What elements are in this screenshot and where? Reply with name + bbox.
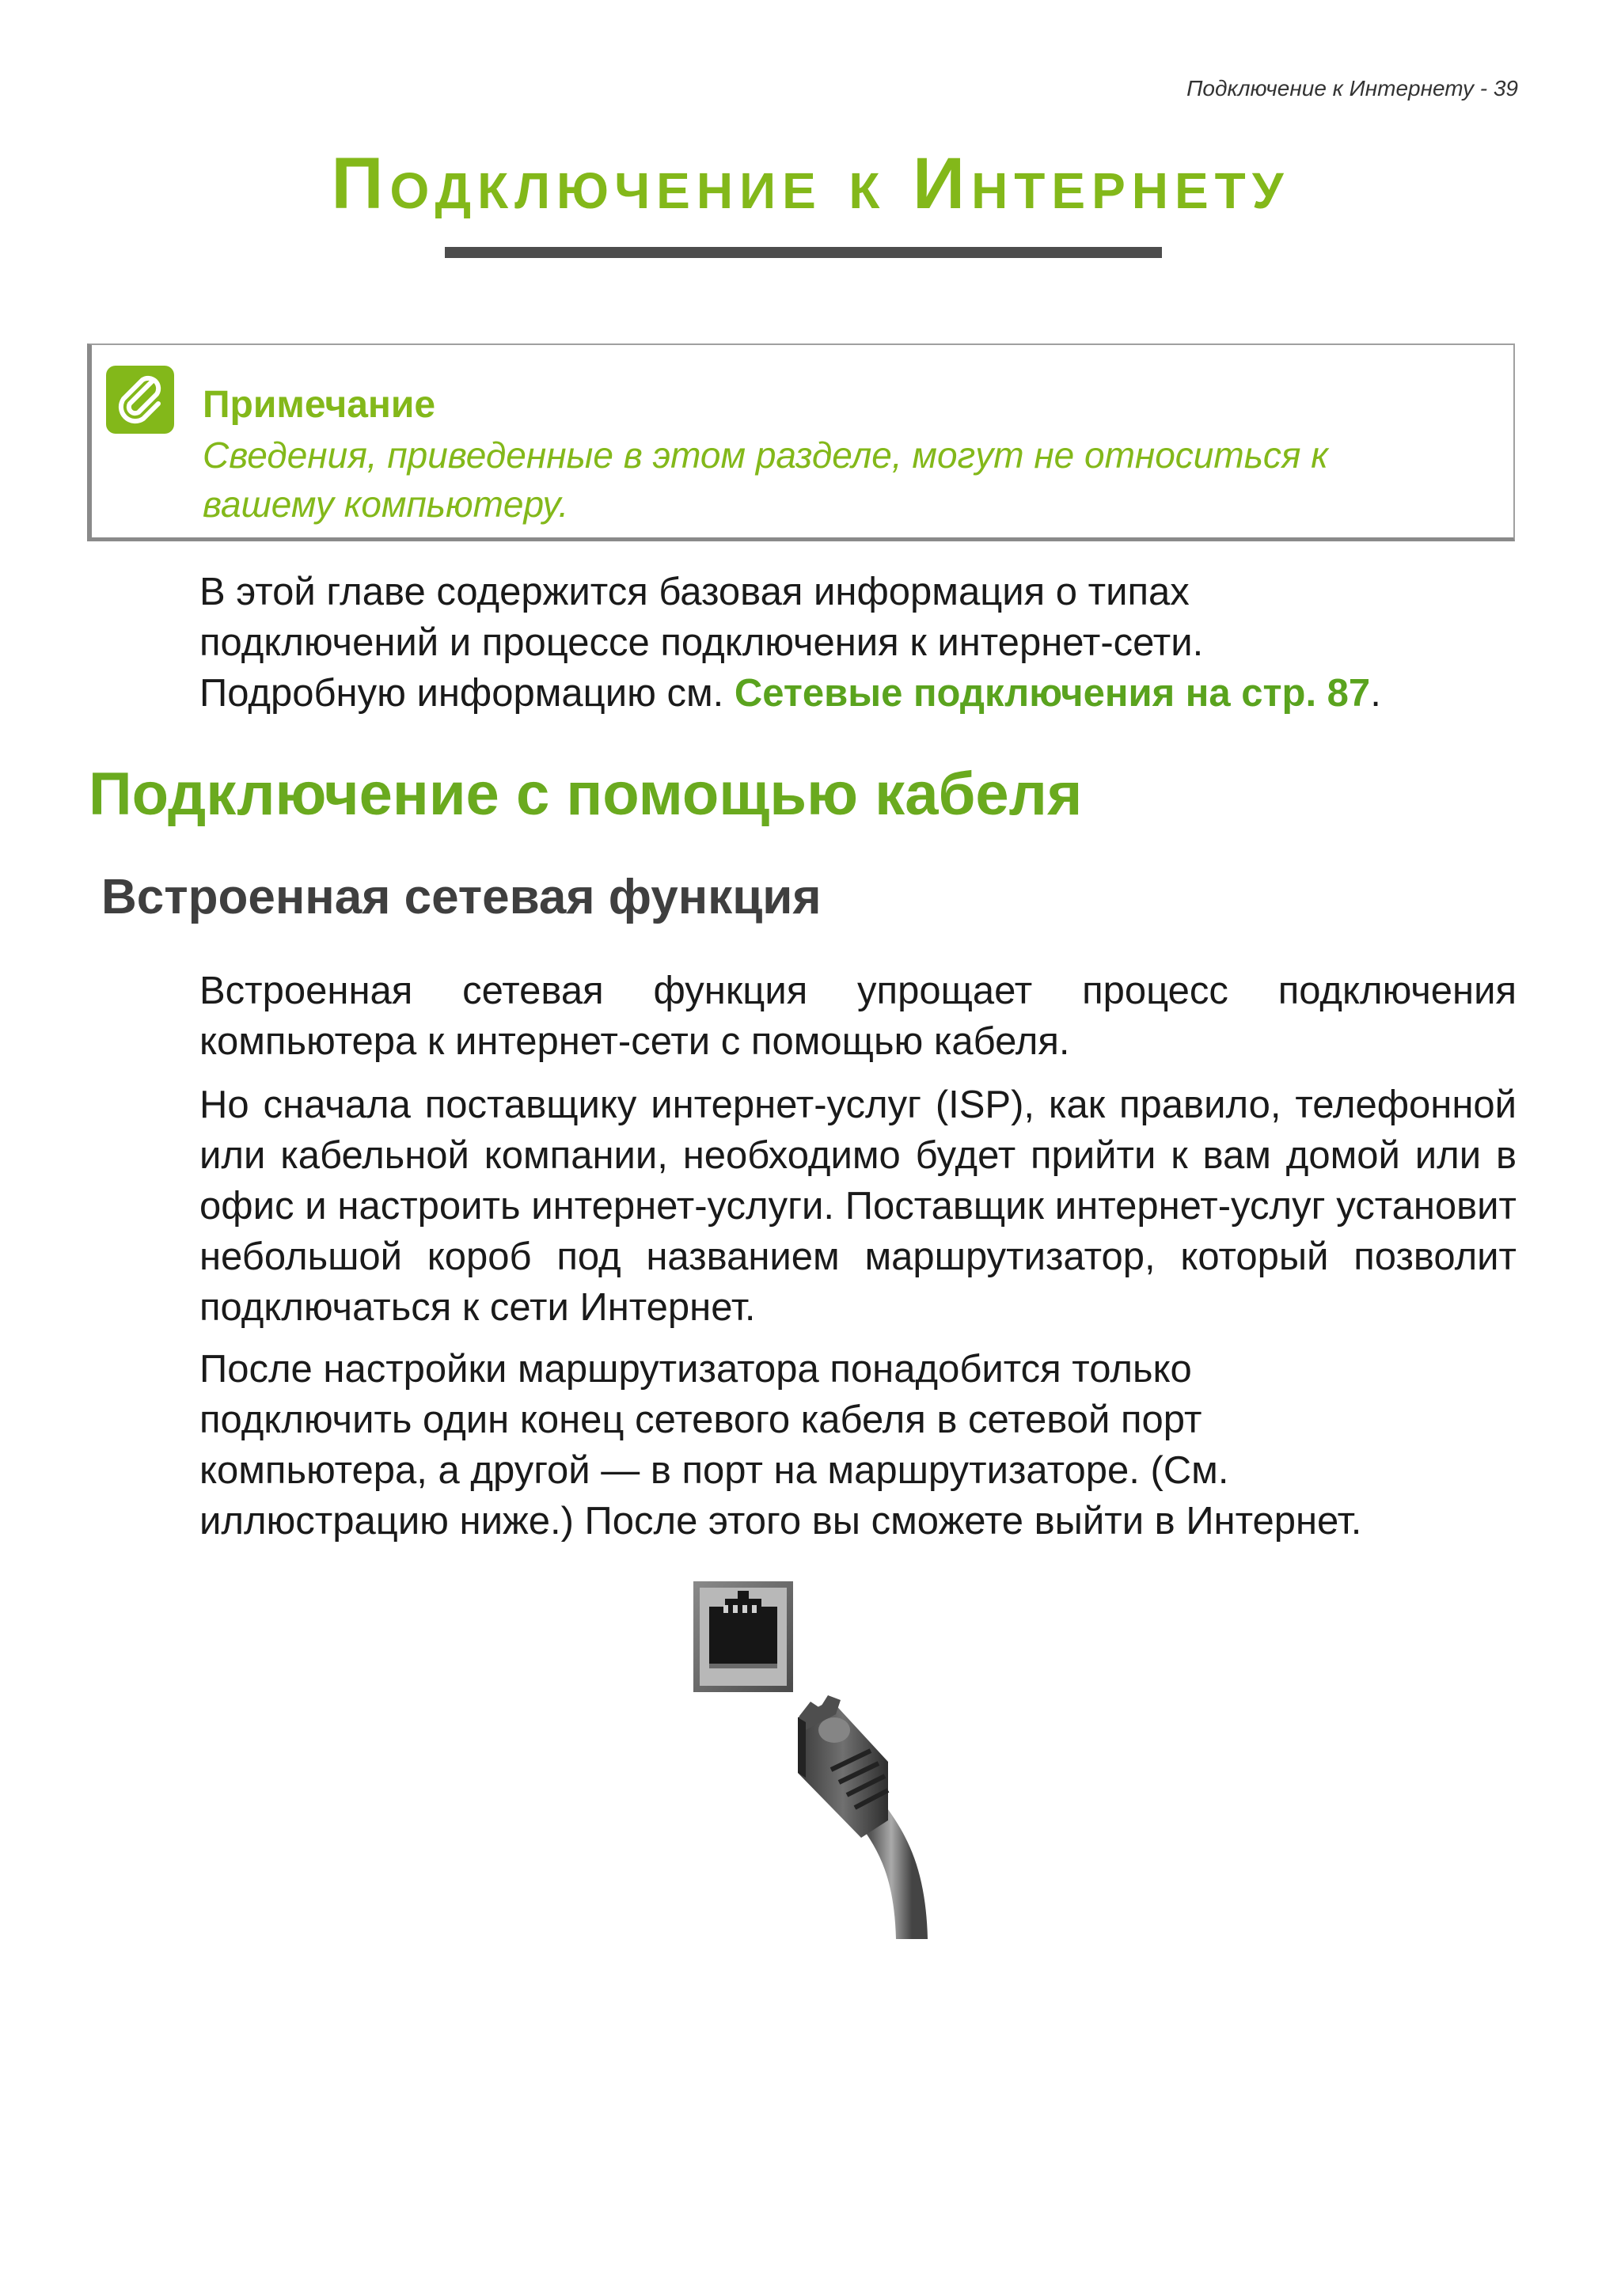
body-paragraph-1: Встроенная сетевая функция упрощает процесс подключения компьютера к интернет-сети с помощью кабеля. bbox=[199, 970, 1517, 1063]
ethernet-port-icon bbox=[693, 1581, 793, 1692]
body-paragraph-3-line: После настройки маршрутизатора понадобится только bbox=[199, 1348, 1192, 1391]
note-title: Примечание bbox=[203, 384, 436, 426]
note-text bbox=[203, 431, 1485, 529]
body-paragraph-3 bbox=[199, 1344, 1517, 1546]
intro-line: подключений и процессе подключения к интернет-сети. bbox=[199, 621, 1204, 664]
section-subheading: Встроенная сетевая функция bbox=[101, 870, 822, 924]
note-box bbox=[87, 343, 1515, 541]
body-paragraph-3-line: подключить один конец сетевого кабеля в сетевой порт bbox=[199, 1398, 1202, 1441]
body-paragraph-3-line: компьютера, а другой — в порт на маршрутизаторе. (См. bbox=[199, 1449, 1229, 1492]
body-paragraph-2: Но сначала поставщику интернет-услуг (ISP), как правило, телефонной или кабельной компании, необходимо будет прийти к вам домой или в офис и настроить интернет-услуги. Поставщик интернет-услуг установит небольшой короб под названием маршрутизатор, который позволит подключаться к сети Интернет. bbox=[199, 1083, 1517, 1329]
body-paragraph-3-line: иллюстрацию ниже.) После этого вы сможете выйти в Интернет. bbox=[199, 1500, 1362, 1543]
intro-line: В этой главе содержится базовая информация о типах bbox=[199, 571, 1190, 613]
intro-paragraph bbox=[199, 567, 1517, 719]
intro-line bbox=[199, 668, 1517, 719]
ethernet-illustration bbox=[681, 1575, 1045, 1939]
network-connections-link[interactable]: Сетевые подключения на стр. 87 bbox=[734, 672, 1371, 715]
chapter-title: Подключение к Интернету bbox=[331, 143, 1290, 224]
note-text-line: Сведения, приведенные в этом разделе, могут не относиться к bbox=[203, 435, 1328, 476]
paperclip-icon bbox=[106, 366, 174, 434]
ethernet-plug-icon bbox=[798, 1695, 912, 1939]
running-header: Подключение к Интернету - 39 bbox=[1186, 76, 1518, 101]
intro-suffix: . bbox=[1370, 672, 1381, 715]
section-heading: Подключение с помощью кабеля bbox=[89, 761, 1083, 828]
intro-prefix: Подробную информацию см. bbox=[199, 672, 735, 715]
title-underline bbox=[445, 247, 1162, 258]
note-text-line: вашему компьютеру. bbox=[203, 484, 569, 525]
